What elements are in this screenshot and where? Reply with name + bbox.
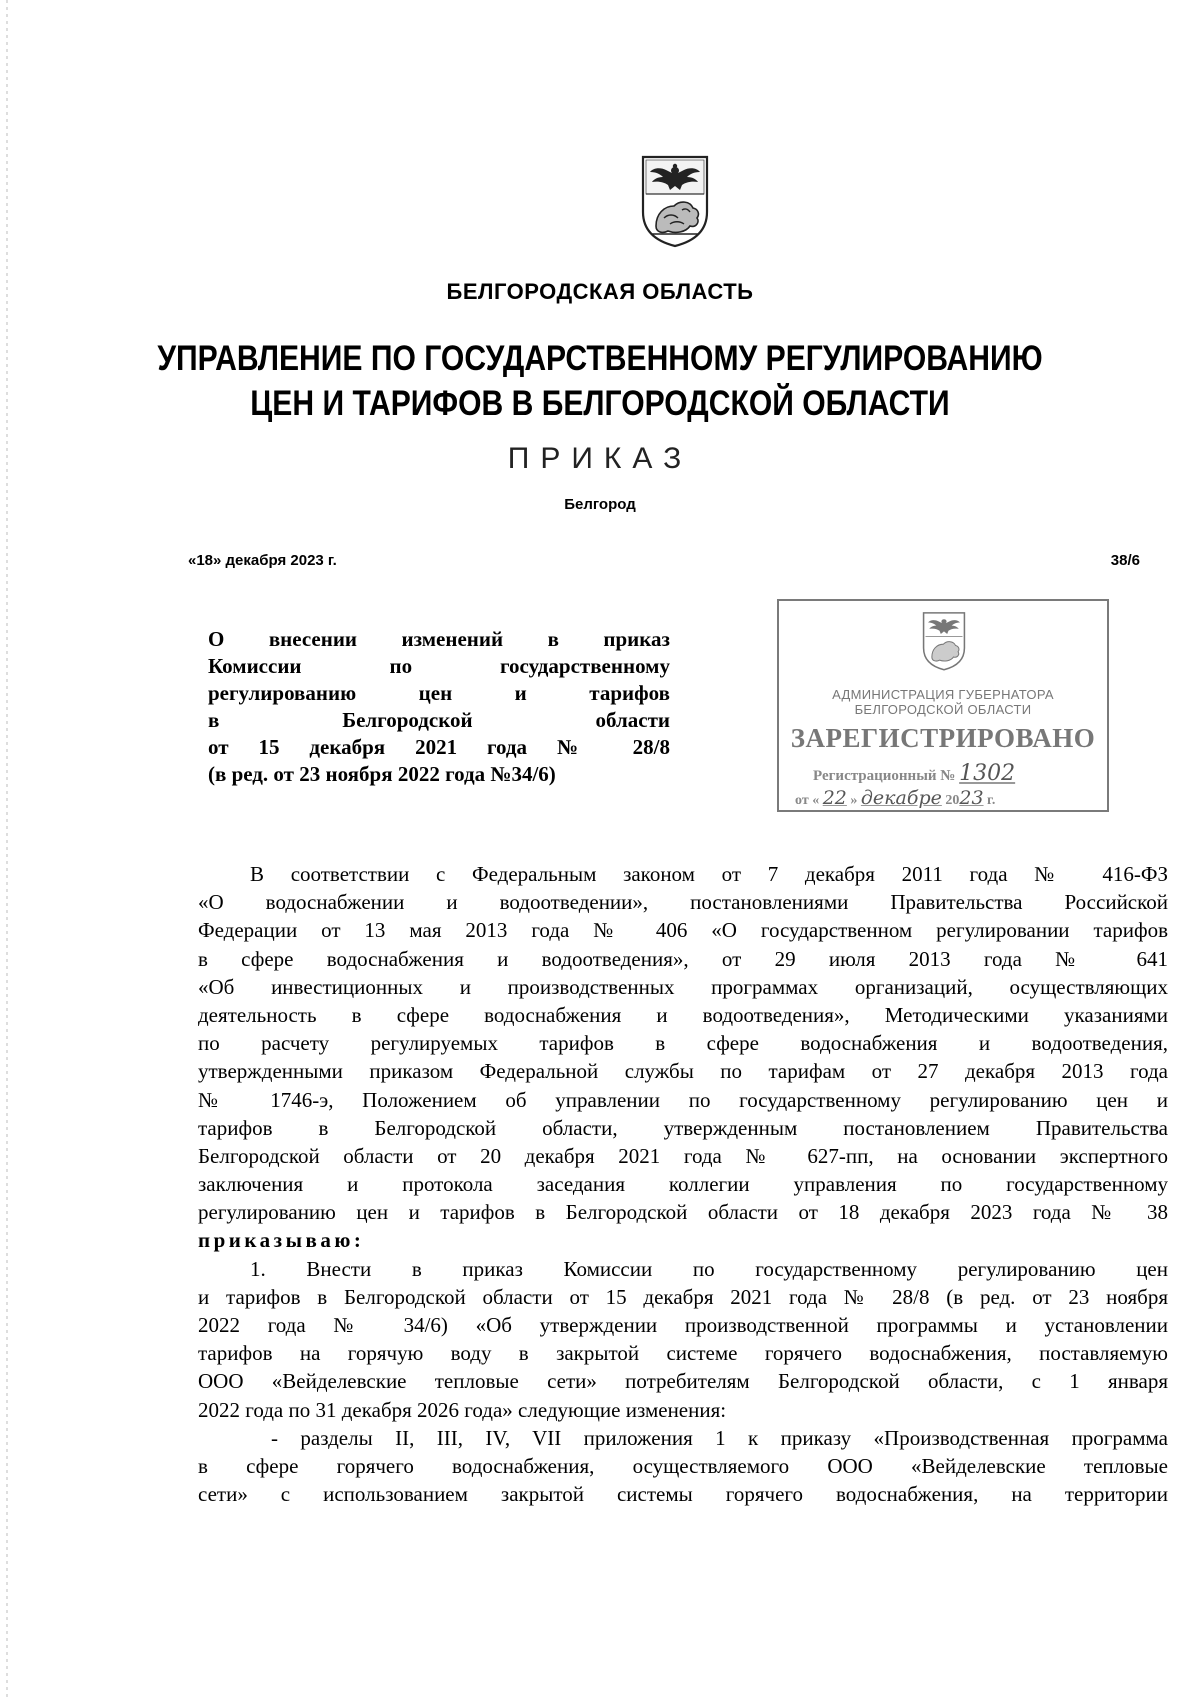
order-date: «18» декабря 2023 г. xyxy=(188,552,337,569)
body-line: 2022 года № 34/6) «Об утверждении производственной программы и установлении xyxy=(198,1313,1168,1337)
body-line: 2022 года по 31 декабря 2026 года» следующие изменения: xyxy=(198,1397,727,1422)
body-line: в сфере водоснабжения и водоотведения», от 29 июля 2013 года № 641 xyxy=(198,946,1168,971)
stamp-year-prefix: 20 xyxy=(945,793,960,808)
body-line: ООО «Вейделевские тепловые сети» потребителям Белгородской области, с 1 января xyxy=(198,1369,1168,1394)
stamp-coat-of-arms-icon xyxy=(921,611,967,671)
stamp-admin-line-2: БЕЛГОРОДСКОЙ ОБЛАСТИ xyxy=(854,702,1032,717)
scan-edge-artifact xyxy=(6,0,8,1697)
stamp-year-end: г. xyxy=(987,793,996,808)
subject-line: Комиссии по государственному xyxy=(208,654,670,678)
order-body xyxy=(198,860,1168,1508)
stamp-administration xyxy=(779,687,1107,717)
body-line: и тарифов в Белгородской области от 15 декабря 2021 года № 28/8 (в ред. от 23 ноября xyxy=(198,1284,1168,1309)
coat-of-arms-icon xyxy=(640,154,710,248)
subject-line: (в ред. от 23 ноября 2022 года №34/6) xyxy=(208,762,556,786)
subject-line: в Белгородской области xyxy=(208,708,670,732)
stamp-admin-line-1: АДМИНИСТРАЦИЯ ГУБЕРНАТОРА xyxy=(832,687,1054,702)
agency-name-line-2: ЦЕН И ТАРИФОВ В БЕЛГОРОДСКОЙ ОБЛАСТИ xyxy=(250,384,950,423)
stamp-day-handwritten: 22 xyxy=(822,787,847,809)
subject-line: от 15 декабря 2021 года № 28/8 xyxy=(208,735,670,759)
body-line: Белгородской области от 20 декабря 2021 года № 627-пп, на основании экспертного xyxy=(198,1143,1168,1168)
stamp-registration-number xyxy=(813,761,1083,786)
body-line: «О водоснабжении и водоотведении», постановлениями Правительства Российской xyxy=(198,890,1168,915)
stamp-month-handwritten: декабре xyxy=(860,787,942,809)
order-title: ПРИКАЗ xyxy=(507,442,693,475)
body-line: тарифов в Белгородской области, утвержденным постановлением Правительства xyxy=(198,1115,1168,1140)
region-name: БЕЛГОРОДСКАЯ ОБЛАСТЬ xyxy=(446,279,754,304)
subject-line: регулированию цен и тарифов xyxy=(208,681,670,705)
body-line: 1. Внести в приказ Комиссии по государственному регулированию цен xyxy=(250,1256,1168,1281)
stamp-date-mid: » xyxy=(850,793,858,808)
order-directive: приказываю: xyxy=(198,1228,365,1253)
subject-line: О внесении изменений в приказ xyxy=(208,627,670,651)
stamp-reg-number-handwritten: 1302 xyxy=(959,761,1016,786)
body-line: «Об инвестиционных и производственных программах организаций, осуществляющих xyxy=(198,974,1168,999)
body-line: тарифов на горячую воду в закрытой системе горячего водоснабжения, поставляемую xyxy=(198,1341,1168,1366)
body-line: деятельность в сфере водоснабжения и водоотведения», Методическими указаниями xyxy=(198,1002,1168,1027)
body-line: утвержденными приказом Федеральной службы по тарифам от 27 декабря 2013 года xyxy=(198,1059,1168,1084)
body-line: в сфере горячего водоснабжения, осуществляемого ООО «Вейделевские тепловые xyxy=(198,1453,1168,1478)
body-line: Федерации от 13 мая 2013 года № 406 «О государственном регулировании тарифов xyxy=(198,918,1168,943)
stamp-registered-label: ЗАРЕГИСТРИРОВАНО xyxy=(790,723,1096,753)
order-subject xyxy=(208,626,670,788)
body-line: № 1746-э, Положением об управлении по государственному регулированию цен и xyxy=(198,1087,1168,1112)
agency-name xyxy=(84,336,1116,426)
body-line: - разделы II, III, IV, VII приложения 1 к приказу «Производственная программа xyxy=(271,1425,1168,1450)
stamp-reg-label: Регистрационный № xyxy=(813,768,956,784)
stamp-date-prefix: от « xyxy=(795,793,820,808)
city-name: Белгород xyxy=(564,496,636,513)
order-number: 38/6 xyxy=(1110,552,1140,569)
body-line: заключения и протокола заседания коллегии управления по государственному xyxy=(198,1172,1168,1197)
stamp-year-handwritten: 23 xyxy=(959,787,984,809)
stamp-registration-date xyxy=(795,787,1100,809)
registration-stamp xyxy=(777,599,1109,812)
body-line: по расчету регулируемых тарифов в сфере водоснабжения и водоотведения, xyxy=(198,1031,1168,1056)
body-line: сети» с использованием закрытой системы горячего водоснабжения, на территории xyxy=(198,1482,1168,1507)
body-line: В соответствии с Федеральным законом от 7 декабря 2011 года № 416-ФЗ xyxy=(250,862,1168,886)
body-line: регулированию цен и тарифов в Белгородской области от 18 декабря 2023 года № 38 xyxy=(198,1200,1168,1225)
agency-name-line-1: УПРАВЛЕНИЕ ПО ГОСУДАРСТВЕННОМУ РЕГУЛИРОВАНИЮ xyxy=(157,339,1043,378)
